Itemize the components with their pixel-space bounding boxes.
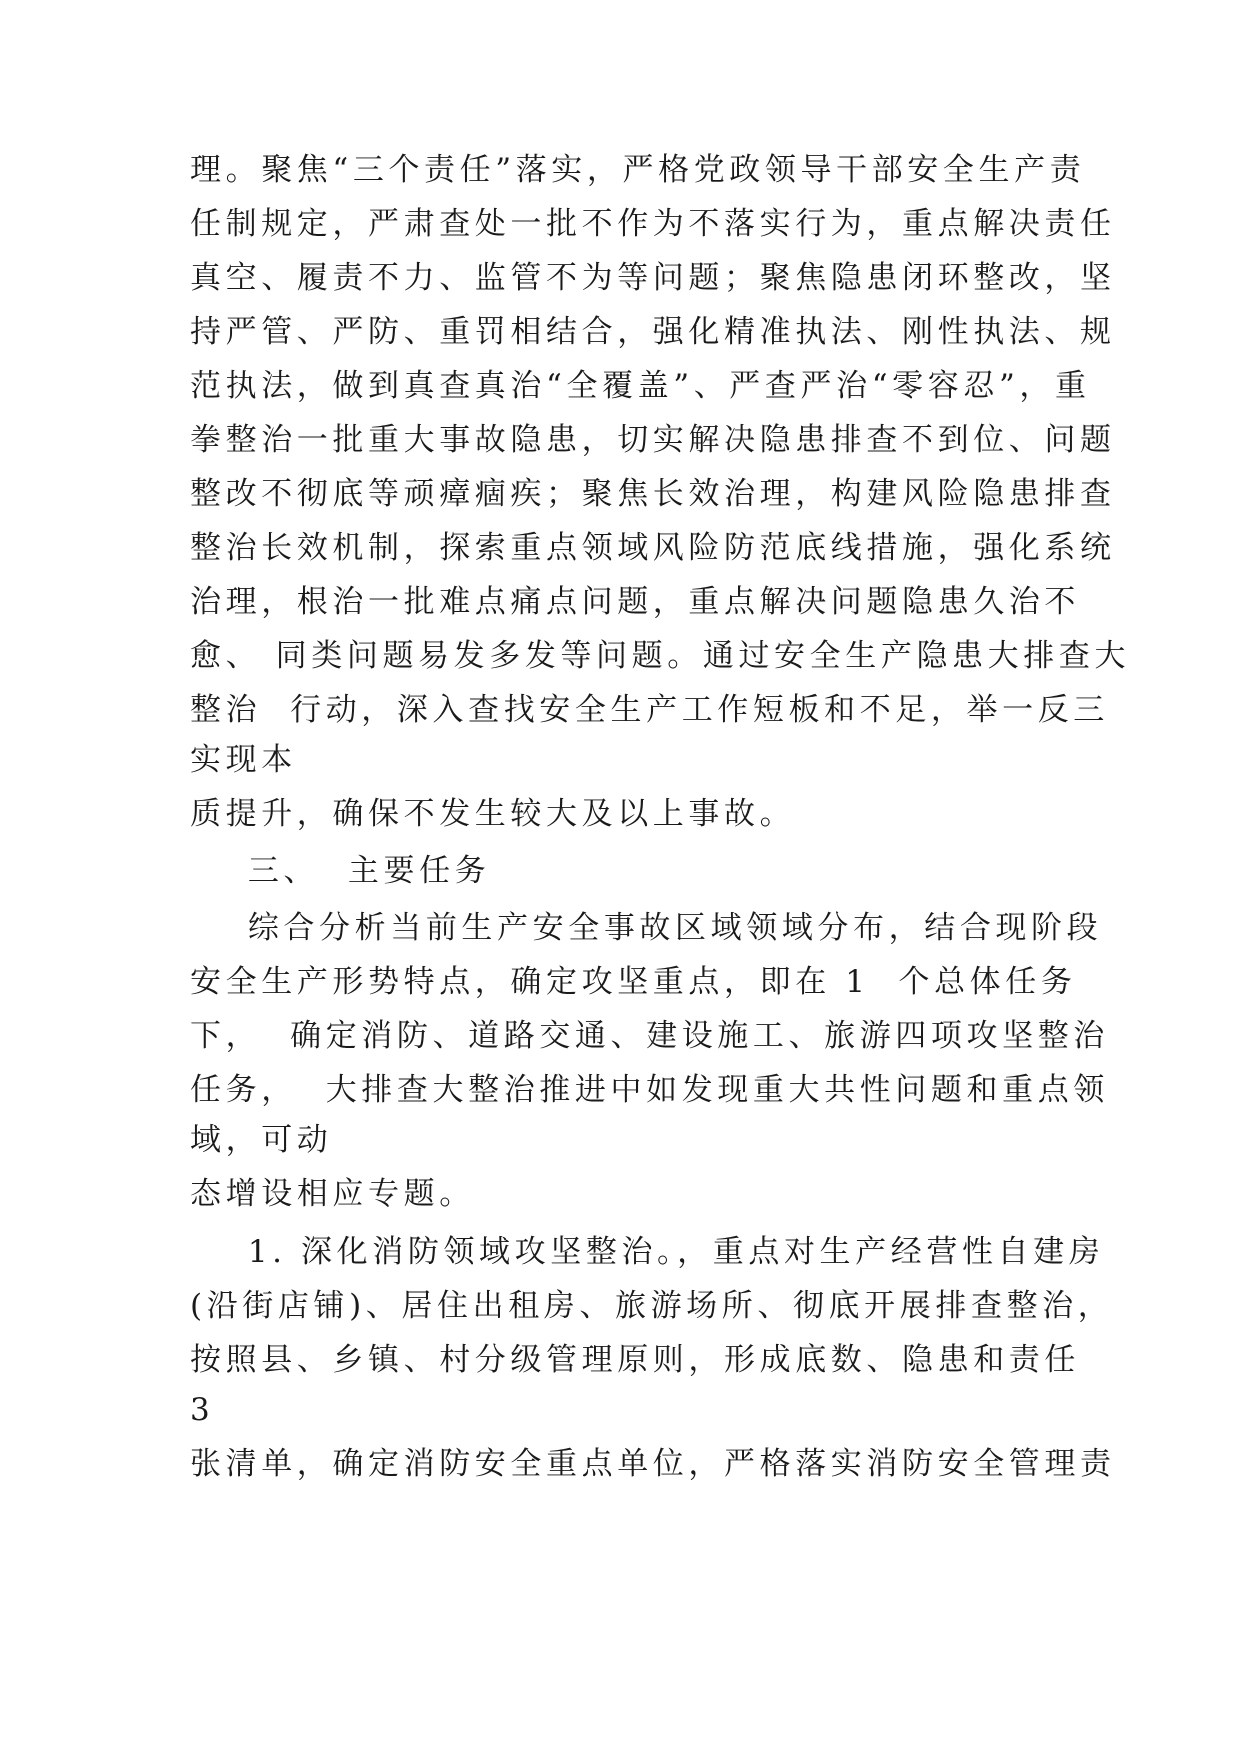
text-line-23: 按照县、乡镇、村分级管理原则，形成底数、隐患和责任 [190,1342,1080,1378]
text-line-8: 整治长效机制，探索重点领域风险防范底线措施，强化系统 [190,530,1116,566]
page-number: 3 [190,1392,215,1428]
text-line-13: 质提升，确保不发生较大及以上事故。 [190,796,796,832]
text-line-7: 整改不彻底等顽瘴痼疾；聚焦长效治理，构建风险隐患排查 [190,476,1116,512]
text-line-12: 实现本 [190,742,297,778]
text-line-18: 任务， 大排查大整治推进中如发现重大共性问题和重点领 [190,1072,1109,1108]
text-line-20: 态增设相应专题。 [190,1176,475,1212]
text-line-3: 真空、履责不力、监管不为等问题；聚焦隐患闭环整改，坚 [190,260,1116,296]
text-line-11: 整治 行动，深入查找安全生产工作短板和不足，举一反三 [190,692,1109,728]
text-line-21: 1. 深化消防领域攻坚整治。，重点对生产经营性自建房 [190,1234,1105,1270]
text-line-5: 范执法，做到真查真治“全覆盖”、严查严治“零容忍”，重 [190,368,1091,404]
text-line-10: 愈、 同类问题易发多发等问题。通过安全生产隐患大排查大 [190,638,1131,674]
text-line-1: 理。聚焦“三个责任”落实，严格党政领导干部安全生产责 [190,152,1086,188]
text-line-9: 治理，根治一批难点痛点问题，重点解决问题隐患久治不 [190,584,1080,620]
text-line-19: 域，可动 [190,1122,333,1158]
text-line-2: 任制规定，严肃查处一批不作为不落实行为，重点解决责任 [190,206,1116,242]
text-line-25: 张清单，确定消防安全重点单位，严格落实消防安全管理责 [190,1446,1116,1482]
section-heading: 三、 主要任务 [190,853,491,889]
text-line-16: 安全生产形势特点，确定攻坚重点，即在 1 个总体任务 [190,964,1077,1000]
text-line-15: 综合分析当前生产安全事故区域领域分布，结合现阶段 [190,910,1103,946]
text-line-17: 下， 确定消防、道路交通、建设施工、旅游四项攻坚整治 [190,1018,1109,1054]
text-line-22: (沿街店铺)、居住出租房、旅游场所、彻底开展排查整治， [190,1288,1114,1324]
text-line-6: 拳整治一批重大事故隐患，切实解决隐患排查不到位、问题 [190,422,1116,458]
text-line-4: 持严管、严防、重罚相结合，强化精准执法、刚性执法、规 [190,314,1116,350]
